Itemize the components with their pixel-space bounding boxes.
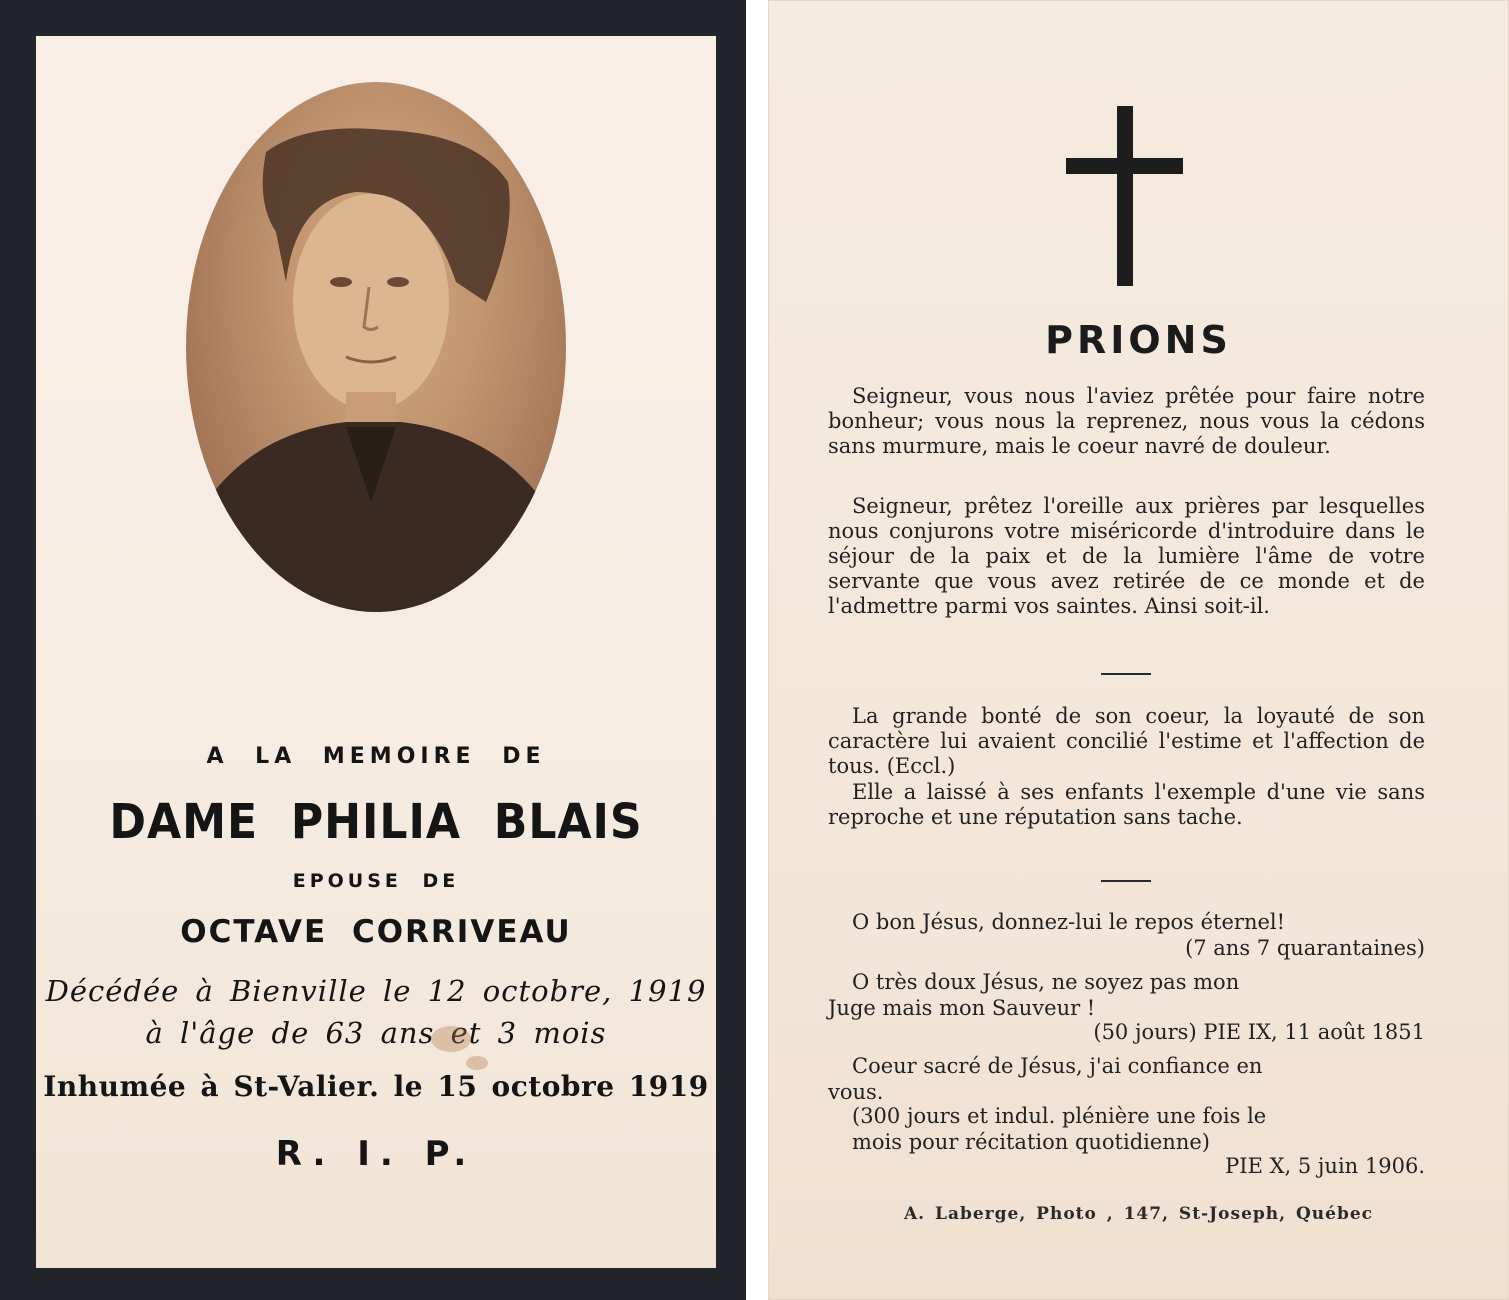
portrait-figure-illustration — [186, 82, 566, 612]
invocation-text: Coeur sacré de Jésus, j'ai confiance en — [852, 1054, 1263, 1078]
paper-stain — [466, 1056, 488, 1070]
death-details: Décédée à Bienville le 12 octobre, 1919 — [45, 974, 707, 1008]
memorial-heading: A LA MEMOIRE DE — [206, 744, 546, 769]
prayer-title: PRIONS — [1045, 318, 1232, 362]
invocation-text: Juge mais mon Sauveur ! — [828, 996, 1096, 1020]
relation-label: EPOUSE DE — [292, 870, 460, 892]
deceased-name: DAME PHILIA BLAIS — [109, 794, 643, 850]
quote-paragraph: Elle a laissé à ses enfants l'exemple d'une vie sans reproche et une réputation sans tache. — [828, 780, 1425, 829]
memorial-card-front — [0, 0, 746, 1300]
invocation-text: vous. — [828, 1080, 884, 1104]
cross-icon — [1117, 106, 1133, 286]
prayer-paragraph: Seigneur, prêtez l'oreille aux prières par lesquelles nous conjurons votre miséricorde d'introduire dans le séjour de la paix et de la lumière l'âme de votre servante que vous avez retirée de ce monde et de l'admettre parmi vos saintes. Ainsi soit-il. — [828, 494, 1425, 618]
cross-icon-bar — [1066, 158, 1183, 174]
rip-text: R. I. P. — [275, 1134, 477, 1174]
indulgence-note: (50 jours) PIE IX, 11 août 1851 — [1093, 1020, 1425, 1044]
indulgence-note: PIE X, 5 juin 1906. — [1225, 1154, 1425, 1178]
indulgence-note: mois pour récitation quotidienne) — [852, 1130, 1210, 1154]
invocation-text: O bon Jésus, donnez-lui le repos éternel! — [852, 910, 1286, 934]
portrait-photo — [186, 82, 566, 612]
invocation-text: O très doux Jésus, ne soyez pas mon — [852, 970, 1240, 994]
husband-name: OCTAVE CORRIVEAU — [180, 914, 572, 950]
prayer-paragraph: Seigneur, vous nous l'aviez prêtée pour faire notre bonheur; vous nous la reprenez, nous vous la cédons sans murmure, mais le coeur navré de douleur. — [828, 384, 1425, 458]
printer-credit: A. Laberge, Photo , 147, St-Joseph, Québec — [903, 1204, 1374, 1224]
burial-details: Inhumée à St-Valier. le 15 octobre 1919 — [43, 1070, 709, 1103]
memorial-card-back — [768, 0, 1509, 1300]
indulgence-note: (300 jours et indul. plénière une fois le — [852, 1104, 1267, 1128]
quote-paragraph: La grande bonté de son coeur, la loyauté de son caractère lui avaient concilié l'estime et l'affection de tous. (Eccl.) — [828, 704, 1425, 778]
divider — [1101, 880, 1151, 882]
age-details: à l'âge de 63 ans et 3 mois — [145, 1016, 607, 1050]
divider — [1101, 673, 1151, 675]
indulgence-note: (7 ans 7 quarantaines) — [1185, 936, 1425, 960]
paper-stain — [431, 1026, 471, 1052]
card-paper — [36, 36, 716, 1268]
